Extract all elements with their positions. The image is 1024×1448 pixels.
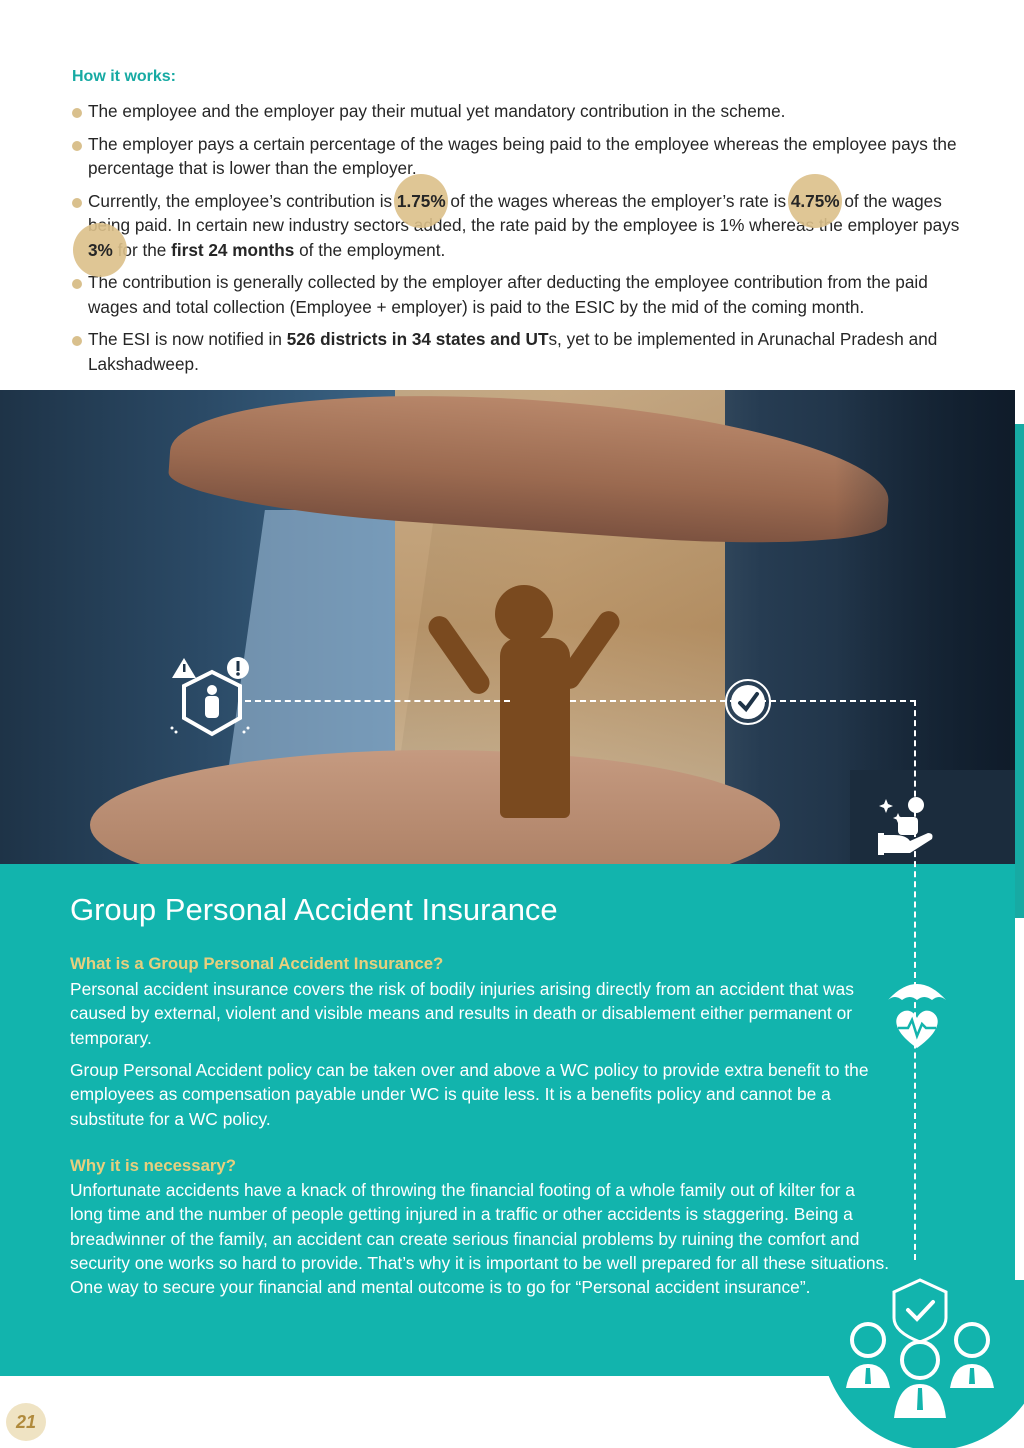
bullet-dot-icon	[72, 336, 82, 346]
paragraph: Unfortunate accidents have a knack of throwing the financial footing of a whole family out of kilter for a long time and the number of people getting injured in a traffic or other accidents is staggering. Being a breadwinner of the family, an accident can create serious financial problems by ruining the comfort and security one works so hard to provide. That’s why it is important to be well prepared for all these situations. One way to secure your financial and mental outcome is to go for “Personal accident insurance”.	[70, 1180, 890, 1298]
list-item-text: of the employment.	[294, 239, 446, 260]
how-it-works-list	[72, 99, 972, 384]
side-accent-strip	[1015, 424, 1024, 918]
list-item-text: of the wages being paid. In certain new industry sectors added, the rate paid by the employee is 1% whereas the employer pays	[88, 190, 960, 235]
districts-highlight: 526 districts in 34 states and UT	[286, 329, 549, 349]
question-heading: What is a Group Personal Accident Insurance?	[70, 954, 444, 973]
employee-rate-highlight: 1.75%	[396, 190, 446, 211]
list-item-text: The ESI is now notified in	[88, 329, 287, 349]
paragraph: Personal accident insurance covers the risk of bodily injuries arising directly from an accident that was caused by external, violent and visible means and results in death or disablement either permanent or temporary.	[70, 979, 854, 1048]
bullet-dot-icon	[72, 108, 82, 118]
list-item-text: The employee and the employer pay their mutual yet mandatory contribution in the scheme.	[88, 101, 786, 121]
bullet-dot-icon	[72, 141, 82, 151]
check-circle-icon	[724, 678, 772, 726]
hands-protecting-figure-photo	[0, 390, 1015, 864]
months-highlight: first 24 months	[171, 239, 295, 260]
bullet-dot-icon	[72, 198, 82, 208]
list-item-text: Currently, the employee’s contribution is	[88, 190, 397, 211]
list-item-text: for the	[112, 239, 172, 260]
list-item-text: of the wages whereas the employer’s rate is	[445, 190, 791, 211]
paragraph: Group Personal Accident policy can be taken over and above a WC policy to provide extra benefit to the employees as compensation payable under WC is quite less. It is a benefits policy and cannot be a substitute for a WC policy.	[70, 1060, 869, 1129]
warning-shield-person-icon	[168, 656, 258, 740]
list-item	[72, 327, 972, 376]
list-item	[72, 270, 972, 319]
list-item-text: The employer pays a certain percentage of the wages being paid to the employee whereas the employee pays the percentage that is lower than the employer.	[88, 133, 957, 178]
list-item-text: The contribution is generally collected by the employer after deducting the employee contribution from the paid wages and total collection (Employee + employer) is paid to the ESIC by the mid of the coming month.	[88, 272, 928, 317]
question-heading: Why it is necessary?	[70, 1156, 237, 1175]
list-item-text: s, yet to be implemented in Arunachal Pradesh and Lakshadweep.	[88, 329, 938, 374]
page-title: Group Personal Accident Insurance	[70, 892, 558, 927]
bullet-dot-icon	[72, 279, 82, 289]
how-it-works-heading: How it works:	[72, 68, 177, 85]
caregiver-hand-icon	[876, 795, 938, 857]
list-item	[72, 189, 972, 263]
dashed-connector	[245, 700, 510, 702]
list-item	[72, 99, 972, 124]
employer-rate-highlight: 4.75%	[790, 190, 840, 211]
team-shield-icon	[838, 1276, 1008, 1426]
page-number: 21	[6, 1403, 46, 1441]
list-item	[72, 132, 972, 181]
new-sector-rate-highlight: 3%	[88, 239, 113, 260]
umbrella-heart-icon	[884, 972, 950, 1052]
